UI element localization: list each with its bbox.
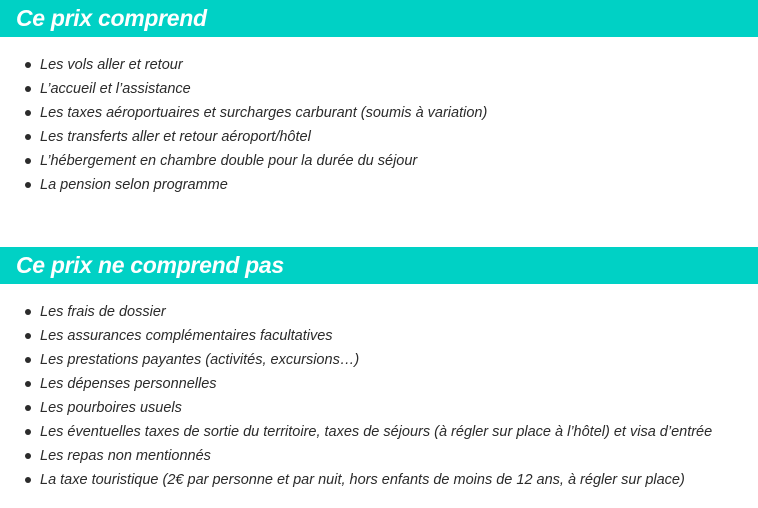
list-item-text: Les vols aller et retour (40, 57, 183, 73)
list-item-text: Les éventuelles taxes de sortie du territoire, taxes de séjours (à régler sur place à l’hôtel) et visa d’entrée (40, 424, 713, 440)
list-item (0, 348, 712, 372)
list-item-text: Les frais de dossier (40, 304, 166, 320)
list-item-text: L’hébergement en chambre double pour la durée du séjour (40, 153, 418, 169)
bullet-icon (25, 158, 31, 164)
excluded-items-list (0, 300, 712, 492)
included-section-title: Ce prix comprend (16, 5, 207, 31)
list-item (0, 101, 487, 125)
bullet-icon (25, 333, 31, 339)
bullet-icon (25, 453, 31, 459)
list-item-text: Les pourboires usuels (40, 400, 182, 416)
list-item (0, 396, 712, 420)
list-item (0, 444, 712, 468)
list-item (0, 468, 712, 492)
bullet-icon (25, 134, 31, 140)
included-section-header (0, 0, 758, 37)
bullet-icon (25, 110, 31, 116)
list-item-text: Les repas non mentionnés (40, 448, 211, 464)
list-item-text: Les taxes aéroportuaires et surcharges carburant (soumis à variation) (40, 105, 488, 121)
list-item (0, 324, 712, 348)
list-item-text: Les transferts aller et retour aéroport/hôtel (40, 129, 311, 145)
bullet-icon (25, 477, 31, 483)
bullet-icon (25, 62, 31, 68)
bullet-icon (25, 357, 31, 363)
list-item (0, 420, 712, 444)
bullet-icon (25, 429, 31, 435)
bullet-icon (25, 405, 31, 411)
list-item-text: Les dépenses personnelles (40, 376, 217, 392)
list-item-text: La pension selon programme (40, 177, 228, 193)
list-item-text: Les prestations payantes (activités, excursions…) (40, 352, 360, 368)
bullet-icon (25, 86, 31, 92)
list-item-text: La taxe touristique (2€ par personne et par nuit, hors enfants de moins de 12 ans, à régler sur place) (40, 472, 685, 488)
excluded-section-header (0, 247, 758, 284)
list-item (0, 77, 487, 101)
included-items-list (0, 53, 487, 197)
bullet-icon (25, 182, 31, 188)
list-item (0, 53, 487, 77)
list-item (0, 173, 487, 197)
list-item-text: Les assurances complémentaires facultatives (40, 328, 333, 344)
list-item (0, 149, 487, 173)
list-item (0, 300, 712, 324)
list-item-text: L’accueil et l’assistance (40, 81, 191, 97)
list-item (0, 125, 487, 149)
list-item (0, 372, 712, 396)
bullet-icon (25, 309, 31, 315)
bullet-icon (25, 381, 31, 387)
excluded-section-title: Ce prix ne comprend pas (16, 252, 284, 278)
